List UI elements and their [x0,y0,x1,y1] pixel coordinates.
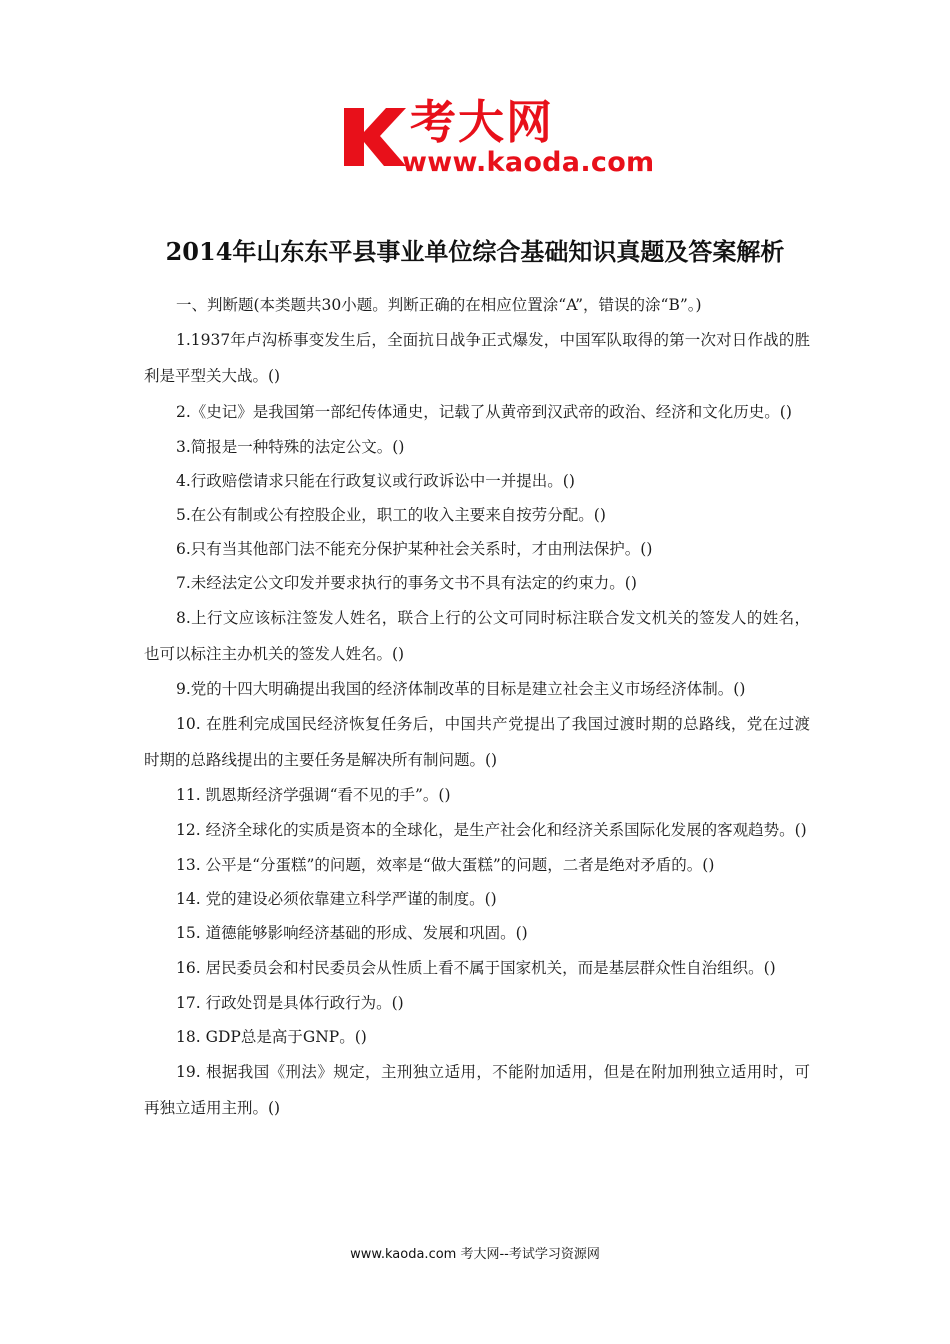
question-4: 4.行政赔偿请求只能在行政复议或行政诉讼中一并提出。() [176,472,575,490]
logo-url: www.kaoda.com [402,147,655,178]
question-16: 16. 居民委员会和村民委员会从性质上看不属于国家机关，而是基层群众性自治组织。() [176,959,776,977]
section-heading: 一、判断题(本类题共30小题。判断正确的在相应位置涂“A”，错误的涂“B”。) [176,296,702,314]
question-15: 15. 道德能够影响经济基础的形成、发展和巩固。() [176,924,528,942]
question-11: 11. 凯恩斯经济学强调“看不见的手”。() [176,786,451,804]
question-6: 6.只有当其他部门法不能充分保护某种社会关系时，才由刑法保护。() [176,540,653,558]
document-title: 2014年山东东平县事业单位综合基础知识真题及答案解析 [165,237,785,266]
question-18: 18. GDP总是高于GNP。() [176,1028,367,1046]
kaoda-logo [340,96,670,186]
question-7: 7.未经法定公文印发并要求执行的事务文书不具有法定的约束力。() [176,574,637,592]
question-8: 8.上行文应该标注签发人姓名，联合上行的公文可同时标注联合发文机关的签发人的姓名，也可以标注主办机关的签发人姓名。() [144,609,810,663]
question-17: 17. 行政处罚是具体行政行为。() [176,994,404,1012]
question-9: 9.党的十四大明确提出我国的经济体制改革的目标是建立社会主义市场经济体制。() [176,680,746,698]
document-body [144,288,810,1126]
question-12: 12. 经济全球化的实质是资本的全球化，是生产社会化和经济关系国际化发展的客观趋势。() [176,821,807,839]
question-2: 2.《史记》是我国第一部纪传体通史，记载了从黄帝到汉武帝的政治、经济和文化历史。() [176,403,792,421]
page-footer: www.kaoda.com 考大网--考试学习资源网 [350,1247,600,1262]
question-13: 13. 公平是“分蛋糕”的问题，效率是“做大蛋糕”的问题，二者是绝对矛盾的。() [176,856,715,874]
question-19: 19. 根据我国《刑法》规定，主刑独立适用，不能附加适用，但是在附加刑独立适用时，可再独立适用主刑。() [144,1063,810,1117]
question-3: 3.简报是一种特殊的法定公文。() [176,438,405,456]
question-5: 5.在公有制或公有控股企业，职工的收入主要来自按劳分配。() [176,506,606,524]
question-1: 1.1937年卢沟桥事变发生后，全面抗日战争正式爆发，中国军队取得的第一次对日作战的胜利是平型关大战。() [144,331,810,385]
question-10: 10. 在胜利完成国民经济恢复任务后，中国共产党提出了我国过渡时期的总路线，党在过渡时期的总路线提出的主要任务是解决所有制问题。() [144,715,810,769]
logo-name: 考大网 [410,95,554,149]
question-14: 14. 党的建设必须依靠建立科学严谨的制度。() [176,890,497,908]
k-logo-icon [340,104,408,170]
